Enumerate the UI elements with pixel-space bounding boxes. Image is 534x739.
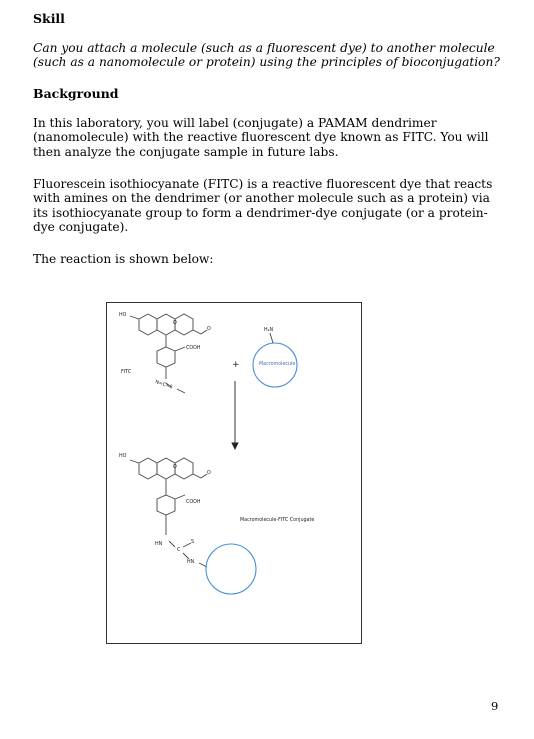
- cooh-label-top: COOH: [186, 346, 201, 351]
- thiourea-carbon: C: [177, 548, 181, 553]
- background-paragraph-1: In this laboratory, you will label (conjugate) a PAMAM dendrimer (nanomolecule) with the reactive fluorescent dye known as FITC. You will then analyze the conjugate sample in future labs.: [33, 116, 489, 159]
- phenyl-ring-top: [157, 347, 175, 367]
- background-paragraph-2: Fluorescein isothiocyanate (FITC) is a reactive fluorescent dye that reacts with amines on the dendrimer (or another molecule such as a protein) via its isothiocyanate group to form a dendrimer-dye conjugate (or a protein-dye conjugate).: [33, 177, 493, 235]
- reaction-arrow-head: [232, 443, 238, 449]
- thiourea-nh-left: HN: [155, 542, 163, 547]
- conjugated-macromolecule-circle: [206, 544, 256, 594]
- background-paragraph-3: The reaction is shown below:: [33, 252, 214, 266]
- macromolecule-label: Macromolecule: [259, 362, 296, 367]
- background-heading: Background: [33, 86, 119, 101]
- fitc-label: FITC: [121, 370, 132, 375]
- skill-question: Can you attach a molecule (such as a fluorescent dye) to another molecule (such as a nanomolecule or protein) using the principles of bioconjugation?: [33, 41, 500, 70]
- ring-oxygen-top: O: [173, 321, 177, 326]
- reaction-figure: [106, 302, 362, 644]
- xanthene-ring-left: [139, 314, 157, 335]
- keto-oxygen-bottom: O: [207, 471, 211, 476]
- ho-label-top: HO: [119, 313, 127, 318]
- thiourea-nh-right: HN: [187, 560, 195, 565]
- ring-oxygen-bottom: O: [173, 465, 177, 470]
- isothiocyanate-label: N=C=S: [154, 380, 174, 391]
- phenyl-ring-bottom: [157, 495, 175, 515]
- page-number: 9: [491, 699, 499, 713]
- plus-sign: +: [232, 360, 240, 370]
- skill-heading: Skill: [33, 11, 65, 26]
- keto-oxygen-top: O: [207, 327, 211, 332]
- reaction-scheme: [107, 303, 363, 645]
- cooh-label-bottom: COOH: [186, 500, 201, 505]
- thiourea-sulfur: S: [191, 540, 195, 545]
- conjugate-label: Macromolecule-FITC Conjugate: [240, 518, 315, 523]
- ho-label-bottom: HO: [119, 454, 127, 459]
- xanthene-ring-right: [175, 314, 193, 335]
- amine-label: H₂N: [264, 328, 274, 333]
